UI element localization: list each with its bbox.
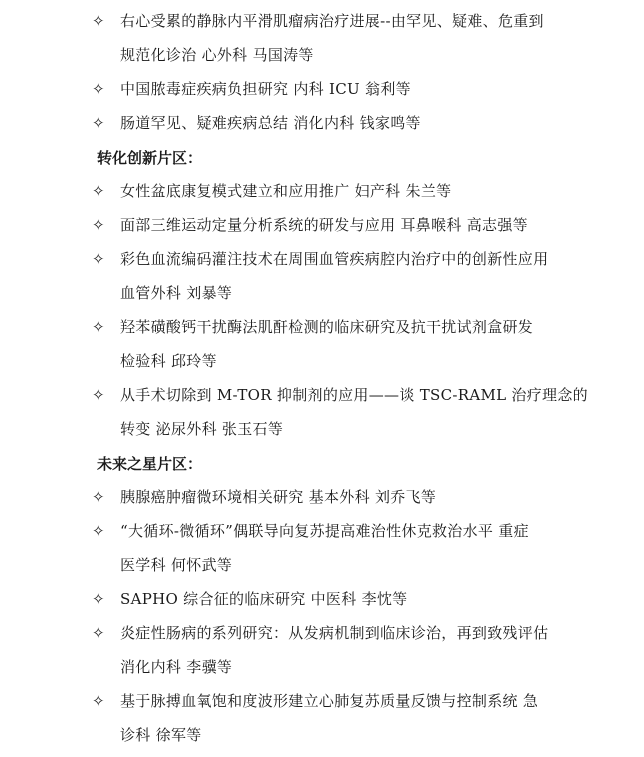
diamond-bullet-icon: ✧ — [92, 216, 105, 234]
section-heading-translation: 转化创新片区： — [97, 149, 203, 167]
item-text: 面部三维运动定量分析系统的研发与应用 耳鼻喉科 高志强等 — [120, 216, 528, 234]
diamond-bullet-icon: ✧ — [92, 624, 105, 642]
item-text: 基于脉搏血氧饱和度波形建立心肺复苏质量反馈与控制系统 急 — [120, 692, 539, 710]
item-text: 血管外科 刘暴等 — [120, 284, 233, 302]
item-text: 中国脓毒症疾病负担研究 内科 ICU 翁利等 — [120, 80, 411, 98]
diamond-bullet-icon: ✧ — [92, 114, 105, 132]
diamond-bullet-icon: ✧ — [92, 692, 105, 710]
item-text: 胰腺癌肿瘤微环境相关研究 基本外科 刘乔飞等 — [120, 488, 437, 506]
item-text: 炎症性肠病的系列研究：从发病机制到临床诊治，再到致残评估 — [120, 624, 549, 642]
diamond-bullet-icon: ✧ — [92, 590, 105, 608]
diamond-bullet-icon: ✧ — [92, 250, 105, 268]
diamond-bullet-icon: ✧ — [92, 318, 105, 336]
section-heading-future-stars: 未来之星片区： — [97, 455, 203, 473]
item-text: 肠道罕见、疑难疾病总结 消化内科 钱家鸣等 — [120, 114, 421, 132]
diamond-bullet-icon: ✧ — [92, 522, 105, 540]
item-text: “大循环-微循环”偶联导向复苏提高难治性休克救治水平 重症 — [120, 522, 529, 540]
diamond-bullet-icon: ✧ — [92, 182, 105, 200]
item-text: 女性盆底康复模式建立和应用推广 妇产科 朱兰等 — [120, 182, 452, 200]
item-text: 医学科 何怀武等 — [120, 556, 233, 574]
item-text: 彩色血流编码灌注技术在周围血管疾病腔内治疗中的创新性应用 — [120, 250, 549, 268]
item-text: 羟苯磺酸钙干扰酶法肌酐检测的临床研究及抗干扰试剂盒研发 — [120, 318, 534, 336]
item-text: SAPHO 综合征的临床研究 中医科 李忱等 — [120, 590, 408, 608]
diamond-bullet-icon: ✧ — [92, 80, 105, 98]
item-text: 消化内科 李骥等 — [120, 658, 233, 676]
item-text: 转变 泌尿外科 张玉石等 — [120, 420, 284, 438]
item-text: 规范化诊治 心外科 马国涛等 — [120, 46, 314, 64]
diamond-bullet-icon: ✧ — [92, 12, 105, 30]
item-text: 从手术切除到 M-TOR 抑制剂的应用——谈 TSC-RAML 治疗理念的 — [120, 386, 588, 404]
diamond-bullet-icon: ✧ — [92, 488, 105, 506]
item-text: 右心受累的静脉内平滑肌瘤病治疗进展--由罕见、疑难、危重到 — [120, 12, 544, 30]
diamond-bullet-icon: ✧ — [92, 386, 105, 404]
item-text: 诊科 徐军等 — [120, 726, 202, 744]
item-text: 检验科 邱玲等 — [120, 352, 217, 370]
